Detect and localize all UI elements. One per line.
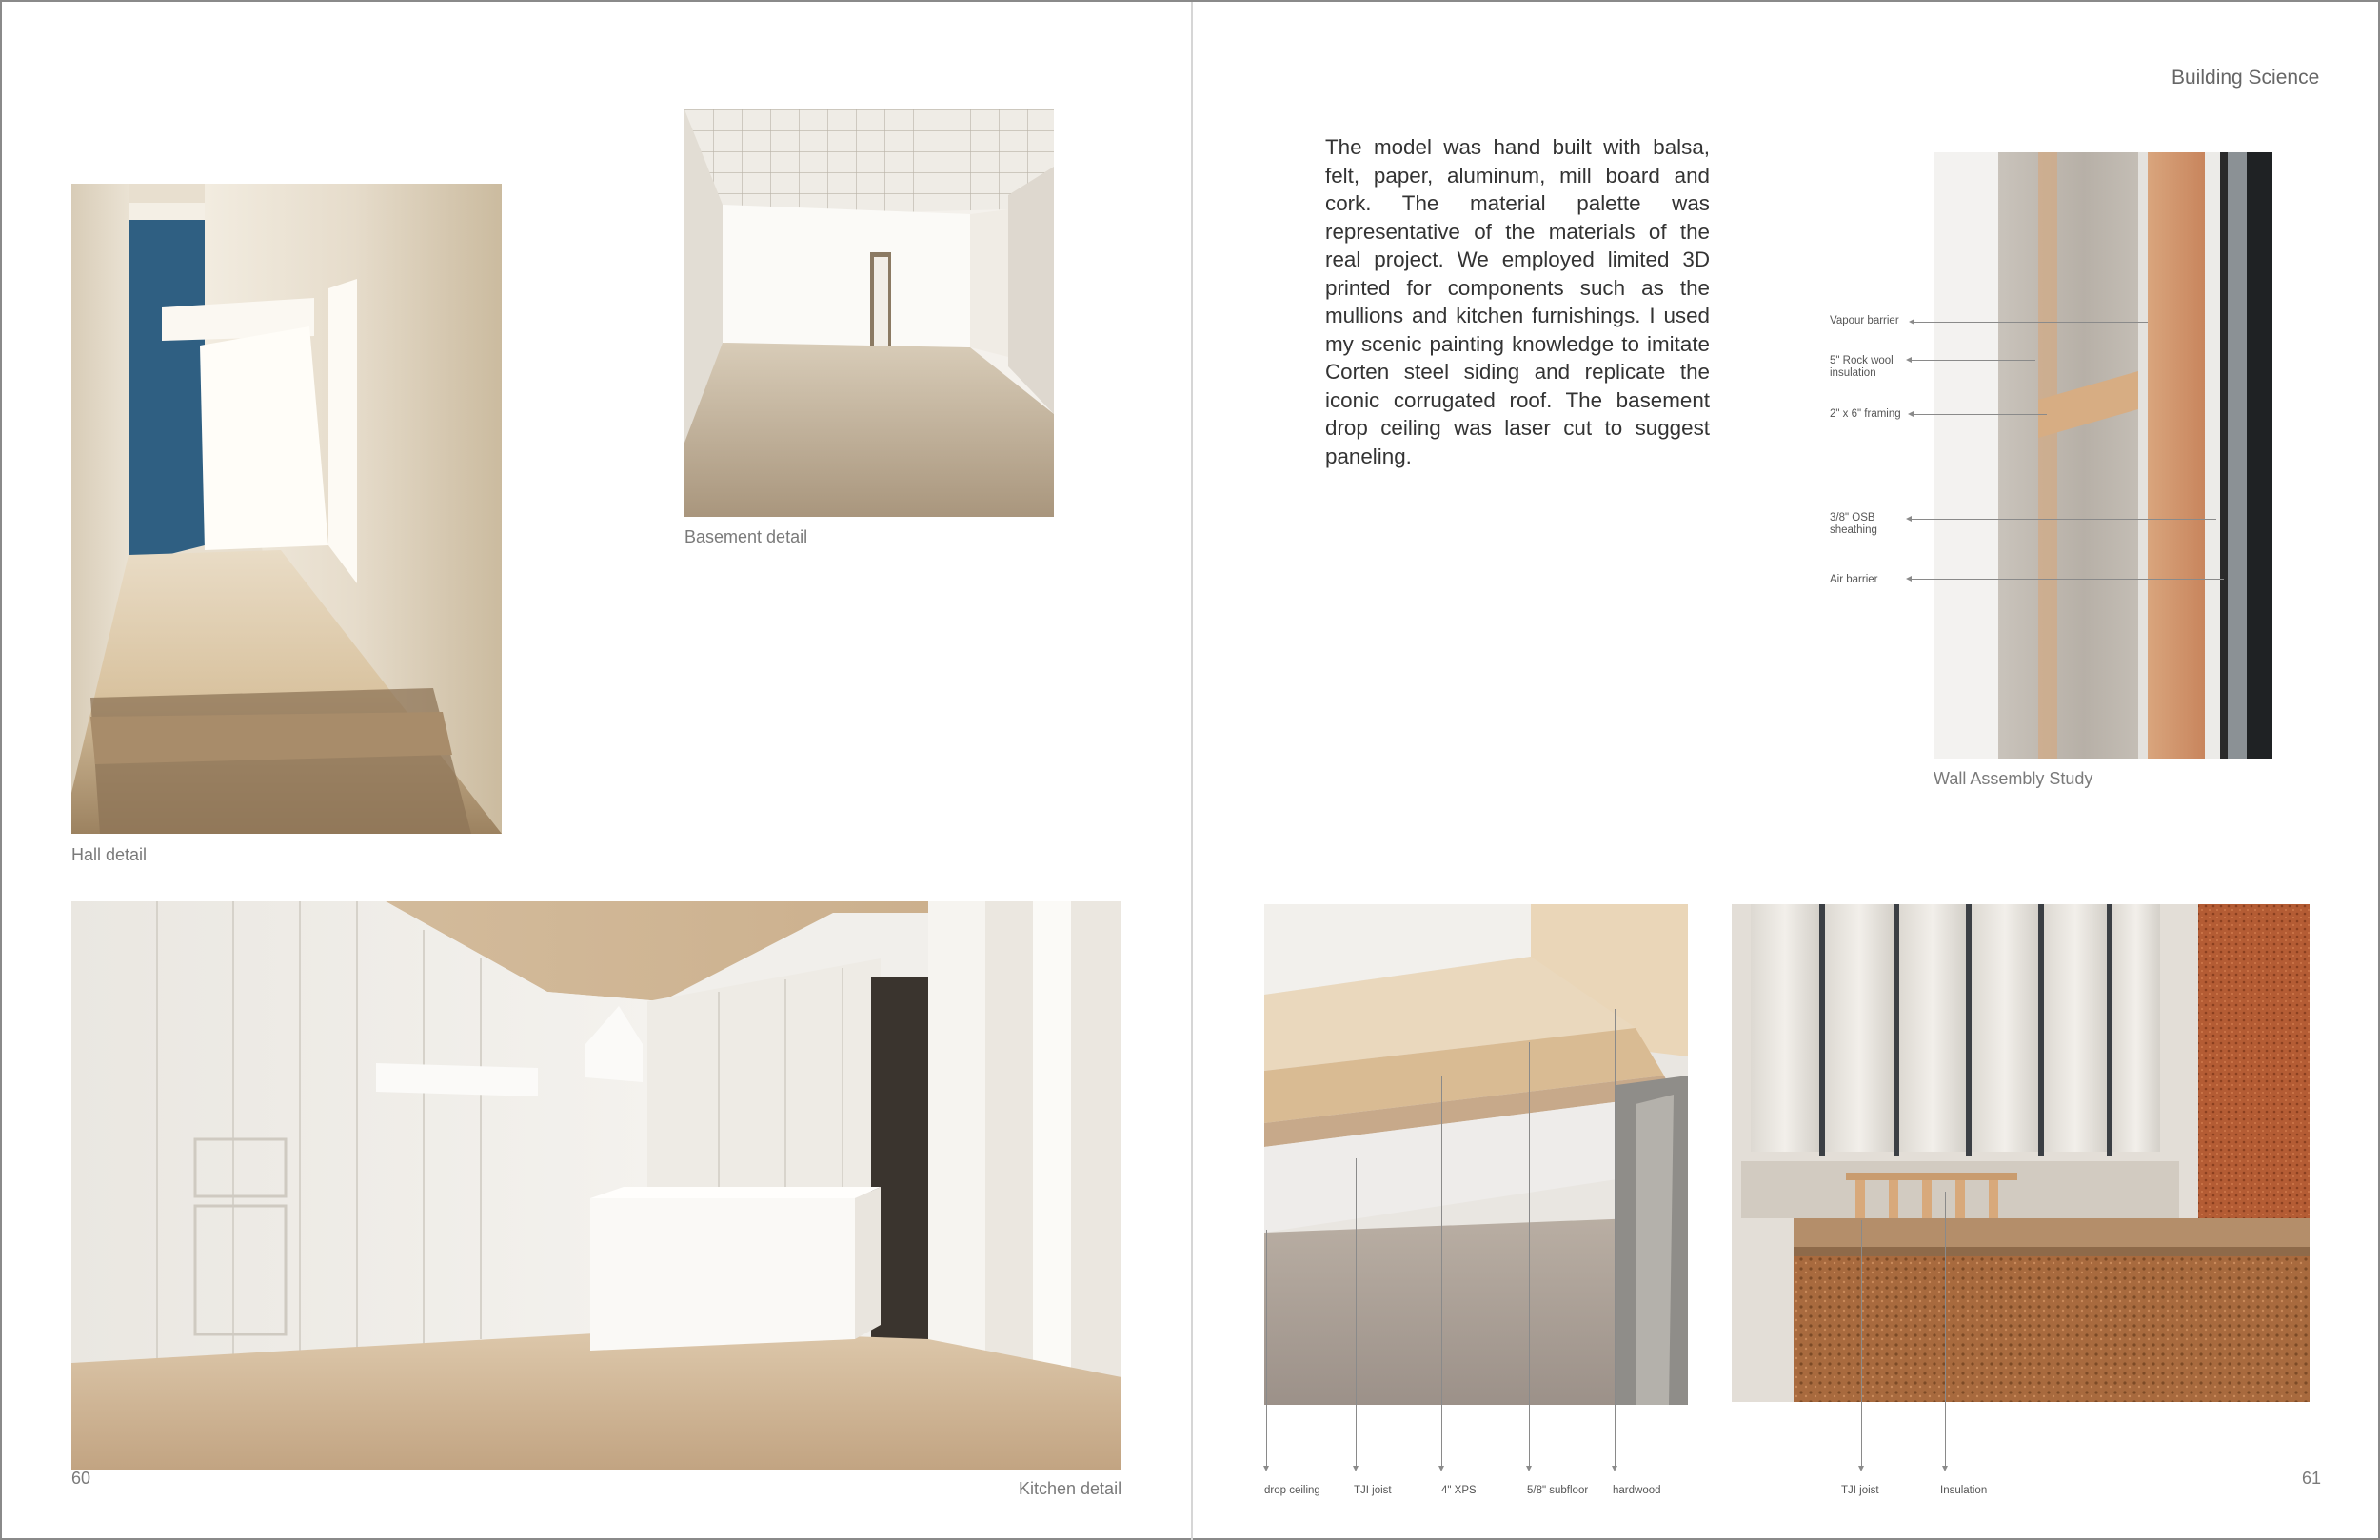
annotation-framing: 2" x 6" framing [1830, 408, 1901, 420]
hall-detail-photo [71, 184, 502, 834]
leader-xps [1441, 1076, 1442, 1468]
page-gutter [1191, 2, 1193, 1540]
leader-subfloor [1529, 1042, 1530, 1468]
annotation-rock-wool: 5" Rock wool insulation [1830, 355, 1894, 379]
annotation-air-barrier: Air barrier [1830, 574, 1878, 585]
annotation-leader [1914, 322, 2148, 323]
annotation-osb-sheathing: 3/8" OSB sheathing [1830, 512, 1877, 536]
label-insulation: Insulation [1940, 1485, 1988, 1496]
label-hardwood: hardwood [1613, 1485, 1661, 1496]
leader-arrow [1942, 1466, 1948, 1471]
basement-detail-photo [684, 109, 1054, 517]
leader-arrow [1612, 1466, 1617, 1471]
left-page-number: 60 [71, 1469, 91, 1488]
annotation-leader [1914, 414, 2047, 415]
leader-hardwood [1615, 1009, 1616, 1468]
leader-arrow [1353, 1466, 1359, 1471]
leader-arrow [1526, 1466, 1532, 1471]
leader-arrow [1438, 1466, 1444, 1471]
label-xps: 4" XPS [1441, 1485, 1477, 1496]
hall-caption: Hall detail [71, 845, 148, 864]
wall-assembly-photo [1934, 152, 2272, 759]
section-title: Building Science [2172, 67, 2320, 89]
annotation-leader [1912, 360, 2035, 361]
annotation-leader [1912, 519, 2216, 520]
leader-tji-joist [1356, 1158, 1357, 1468]
annotation-vapour-barrier: Vapour barrier [1830, 315, 1899, 326]
label-drop-ceiling: drop ceiling [1264, 1485, 1320, 1496]
wall-study-caption: Wall Assembly Study [1934, 769, 2093, 788]
kitchen-caption: Kitchen detail [1019, 1479, 1122, 1498]
leader-insulation [1945, 1192, 1946, 1468]
right-page-number: 61 [2302, 1469, 2322, 1488]
roof-section-photo [1732, 904, 2310, 1402]
label-tji-joist: TJI joist [1354, 1485, 1392, 1496]
leader-arrow [1858, 1466, 1864, 1471]
leader-roof-tji-joist [1861, 1220, 1862, 1468]
leader-drop-ceiling [1266, 1230, 1267, 1468]
body-paragraph: The model was hand built with balsa, felt, paper, aluminum, mill board and cork. The material palette was representative of the materials of the real project. We employed limited 3D printed for components such as the mullions and kitchen furnishings. I used my scenic painting knowledge to imitate Corten steel siding and replicate the iconic corrugated roof. The basement drop ceiling was laser cut to suggest paneling. [1325, 135, 1710, 468]
label-subfloor: 5/8" subfloor [1527, 1485, 1589, 1496]
label-roof-tji-joist: TJI joist [1841, 1485, 1879, 1496]
annotation-leader [1912, 579, 2224, 580]
basement-caption: Basement detail [684, 527, 808, 546]
floor-section-photo [1264, 904, 1688, 1405]
kitchen-detail-photo [71, 901, 1121, 1470]
leader-arrow [1263, 1466, 1269, 1471]
